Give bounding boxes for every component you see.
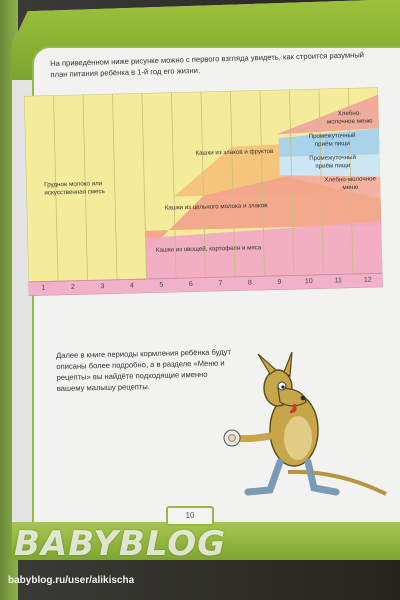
x-tick-label: 10 bbox=[304, 278, 313, 286]
x-tick-label: 7 bbox=[218, 280, 223, 288]
x-tick-label: 2 bbox=[70, 283, 75, 291]
intro-paragraph: На приведённом ниже рисунке можно с первого взгляда увидеть, как строится разумный план питания ребёнка в 1-й год его жизни. bbox=[50, 50, 365, 79]
page-number: 10 bbox=[166, 506, 214, 526]
label-whole-milk-cereal: Кашки из цельного молока и злаков bbox=[164, 202, 268, 212]
kangaroo-illustration bbox=[218, 352, 398, 502]
x-tick-label: 8 bbox=[247, 279, 252, 287]
x-tick-label: 9 bbox=[277, 278, 282, 286]
x-tick-label: 5 bbox=[159, 281, 164, 289]
label-cereal-fruit: Кашки из злаков и фруктов bbox=[195, 147, 274, 157]
label-breast-milk: Грудное молоко или искусственная смесь bbox=[44, 180, 105, 197]
x-tick-label: 12 bbox=[363, 276, 372, 284]
x-tick-label: 11 bbox=[334, 277, 343, 285]
x-tick-label: 3 bbox=[100, 283, 105, 291]
watermark-url: babyblog.ru/user/alikischa bbox=[8, 575, 135, 586]
body-paragraph: Далее в книге периоды кормления ребёнка будут описаны более подробно, а в разделе «Меню и рецепты» вы найдёте подходящие именно вашему малышу рецепты. bbox=[56, 347, 231, 393]
babyblog-watermark-logo: BABYBLOG bbox=[14, 524, 227, 564]
x-tick-label: 4 bbox=[129, 282, 134, 290]
label-intermediate-2: Промежуточный приём пищи bbox=[309, 153, 357, 170]
x-tick-label: 6 bbox=[188, 280, 193, 289]
label-bread-milk-1: Хлебно-молочное меню bbox=[326, 109, 373, 126]
x-tick-label: 1 bbox=[41, 284, 46, 292]
label-veg-meat: Кашки из овощей, картофеля и мяса bbox=[155, 244, 262, 254]
label-bread-milk-2: Хлебно-молочное меню bbox=[324, 175, 377, 191]
label-intermediate-1: Промежуточный приём пищи bbox=[308, 131, 356, 148]
feeding-plan-chart bbox=[24, 87, 383, 296]
